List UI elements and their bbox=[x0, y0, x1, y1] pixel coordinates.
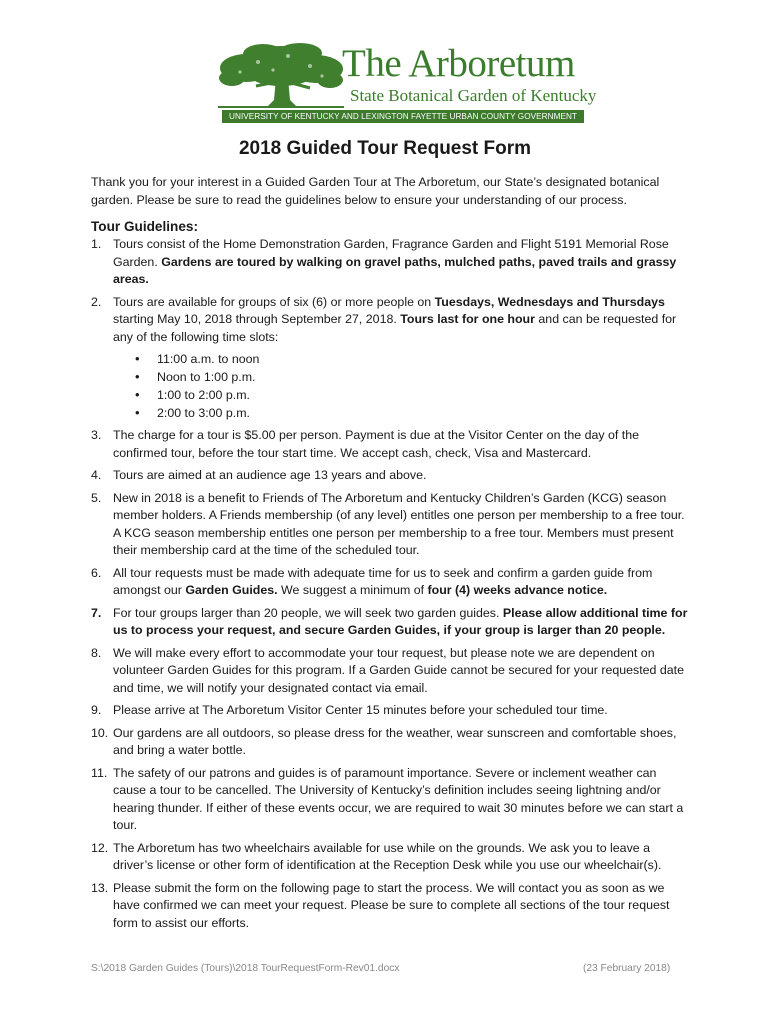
item-text: The charge for a tour is $5.00 per person. Payment is due at the Visitor Center on the day of the confirmed tour, before the tour start time. We accept cash, check, Visa and Mastercard. bbox=[113, 428, 639, 460]
item-bold-text: Tours last for one hour bbox=[400, 312, 535, 326]
item-text: Tours are aimed at an audience age 13 years and above. bbox=[113, 468, 427, 482]
logo-partners-bar: UNIVERSITY OF KENTUCKY AND LEXINGTON FAYETTE URBAN COUNTY GOVERNMENT bbox=[222, 110, 584, 123]
item-text: New in 2018 is a benefit to Friends of The Arboretum and Kentucky Children’s Garden (KCG) season member holders. A Friends membership (of any level) entitles one person per membership to a free tour. A KCG season membership entitles one person per membership to a free tour. Members must present their membership card at the time of the scheduled tour. bbox=[113, 490, 685, 557]
list-item bbox=[91, 605, 691, 640]
item-text: We suggest a minimum of bbox=[281, 583, 425, 597]
document-body bbox=[91, 174, 691, 937]
time-slot-list bbox=[113, 350, 691, 422]
item-number: 8. bbox=[91, 645, 102, 660]
guidelines-heading: Tour Guidelines: bbox=[91, 219, 198, 234]
item-text: Tours are available for groups of six (6) or more people on bbox=[113, 294, 432, 309]
list-item bbox=[91, 565, 691, 600]
time-slot: • 11:00 a.m. to noon bbox=[135, 350, 691, 368]
item-number: 6. bbox=[91, 565, 102, 580]
time-slot: • Noon to 1:00 p.m. bbox=[135, 368, 691, 386]
item-text: Our gardens are all outdoors, so please dress for the weather, wear sunscreen and comfortable shoes, and bring a water bottle. bbox=[113, 725, 677, 757]
item-number: 12. bbox=[91, 840, 109, 855]
oak-tree-icon bbox=[218, 42, 344, 108]
item-number: 4. bbox=[91, 468, 102, 482]
list-item bbox=[91, 490, 691, 560]
item-number: 11. bbox=[91, 765, 108, 780]
item-text: We will make every effort to accommodate your tour request, but please note we are dependent on volunteer Garden Guides for this program. If a Garden Guide cannot be secured for your requested date and time, we will notify your designated contact via email. bbox=[113, 645, 684, 695]
list-item bbox=[91, 702, 691, 720]
item-number: 5. bbox=[91, 490, 102, 505]
item-number: 3. bbox=[91, 428, 102, 442]
list-item bbox=[91, 645, 691, 698]
guidelines-list bbox=[91, 236, 691, 932]
logo-subtitle: State Botanical Garden of Kentucky bbox=[350, 86, 597, 105]
arboretum-logo bbox=[218, 42, 597, 124]
item-text: starting May 10, 2018 through September 27, 2018. bbox=[113, 312, 397, 326]
list-item bbox=[91, 427, 691, 462]
form-title: 2018 Guided Tour Request Form bbox=[238, 138, 532, 159]
item-number: 13. bbox=[91, 880, 109, 895]
footer-file-path: S:\2018 Garden Guides (Tours)\2018 TourRequestForm-Rev01.docx bbox=[91, 963, 400, 974]
item-text: Please arrive at The Arboretum Visitor Center 15 minutes before your scheduled tour time. bbox=[113, 703, 608, 717]
list-item bbox=[91, 840, 691, 875]
item-bold-text: Please allow additional time for us to process your request, and secure Garden Guides, if your group is larger than 20 people. bbox=[113, 605, 688, 637]
time-slot: • 1:00 to 2:00 p.m. bbox=[135, 386, 691, 404]
item-number: 10. bbox=[91, 725, 109, 740]
footer-date: (23 February 2018) bbox=[583, 963, 671, 974]
intro-paragraph: Thank you for your interest in a Guided Garden Tour at The Arboretum, our State’s designated botanical garden. Please be sure to read the guidelines below to ensure your understanding of our process. bbox=[91, 175, 660, 207]
item-bold-text: Tuesdays, Wednesdays and Thursdays bbox=[434, 294, 665, 309]
item-text: and can be requested for any of the following time slots: bbox=[113, 312, 677, 344]
item-text: Tours consist of the Home Demonstration Garden, Fragrance Garden and Flight 5191 Memorial Rose Garden. bbox=[113, 237, 669, 269]
item-text: All tour requests must be made with adequate time for us to seek and confirm a garden guide from amongst our bbox=[113, 565, 653, 597]
list-item bbox=[91, 236, 691, 289]
item-text: Please submit the form on the following page to start the process. We will contact you as soon as we have confirmed we can meet your request. Please be sure to complete all sections of the tour request form to assist our efforts. bbox=[113, 880, 670, 930]
list-item bbox=[91, 880, 691, 933]
list-item bbox=[91, 725, 691, 760]
item-bold-text: Gardens are toured by walking on gravel paths, mulched paths, paved trails and grassy areas. bbox=[113, 254, 677, 286]
item-text: The safety of our patrons and guides is of paramount importance. Severe or inclement weather can cause a tour to be cancelled. The University of Kentucky’s definition includes seeing lightning and/or hearing thunder. If either of these events occur, we are required to wait 30 minutes before we can start a tour. bbox=[113, 765, 684, 832]
item-text: The Arboretum has two wheelchairs available for use while on the grounds. We ask you to leave a driver’s license or other form of identification at the Reception Desk while you use our wheelchair(s). bbox=[113, 840, 662, 872]
time-slot: • 2:00 to 3:00 p.m. bbox=[135, 404, 691, 422]
item-number: 2. bbox=[91, 294, 102, 309]
item-number: 1. bbox=[91, 237, 102, 251]
item-number: 9. bbox=[91, 703, 102, 717]
item-bold-text: four (4) weeks advance notice. bbox=[427, 583, 608, 597]
logo-title: The Arboretum bbox=[342, 42, 575, 85]
list-item bbox=[91, 765, 691, 835]
list-item bbox=[91, 467, 691, 485]
list-item bbox=[91, 294, 691, 423]
item-bold-text: Garden Guides. bbox=[185, 583, 278, 597]
item-number: 7. bbox=[91, 605, 102, 620]
item-text: For tour groups larger than 20 people, we will seek two garden guides. bbox=[113, 605, 500, 620]
